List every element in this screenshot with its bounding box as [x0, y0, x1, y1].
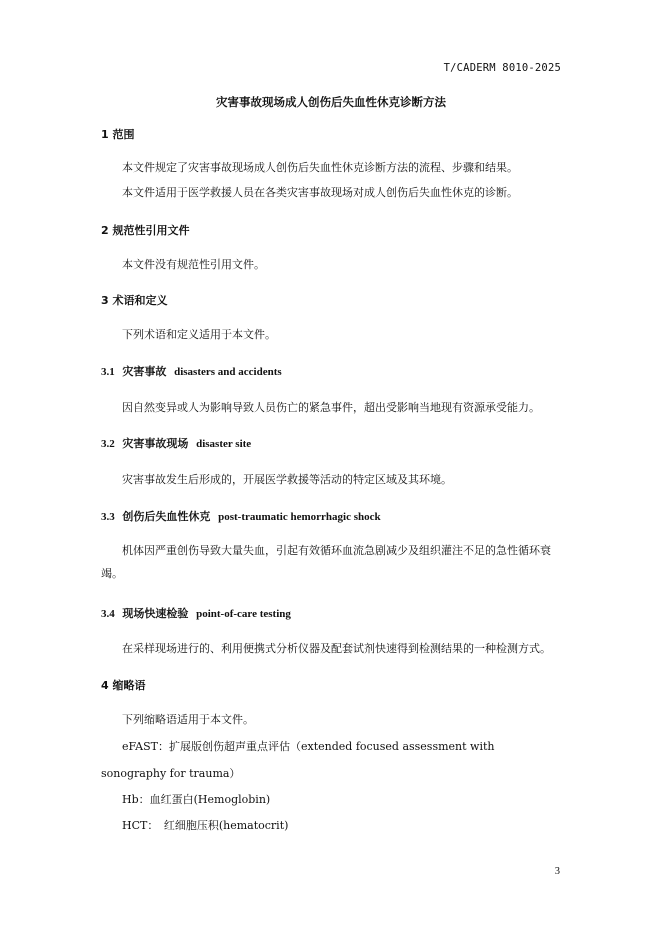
- term-number: 3.2: [101, 438, 115, 450]
- paragraph: 本文件规定了灾害事故现场成人创伤后失血性休克诊断方法的流程、步骤和结果。: [122, 161, 518, 174]
- paragraph: 下列缩略语适用于本文件。: [122, 713, 254, 726]
- term-zh: 创伤后失血性休克: [122, 510, 211, 523]
- term-zh: 现场快速检验: [122, 607, 189, 620]
- term-heading: [101, 508, 381, 524]
- term-en: disaster site: [196, 438, 252, 450]
- term-number: 3.1: [101, 366, 115, 378]
- document-title: 灾害事故现场成人创伤后失血性休克诊断方法: [216, 95, 446, 109]
- term-number: 3.4: [101, 608, 115, 620]
- section-heading-terms: 3 术语和定义: [101, 294, 168, 307]
- term-zh: 灾害事故现场: [122, 437, 189, 450]
- paragraph: 本文件适用于医学救援人员在各类灾害事故现场对成人创伤后失血性休克的诊断。: [122, 186, 518, 199]
- term-heading: [101, 435, 251, 451]
- abbreviation-entry: HCT： 红细胞压积(hematocrit): [122, 819, 289, 832]
- page-number: 3: [554, 866, 560, 877]
- term-zh: 灾害事故: [122, 365, 167, 378]
- term-definition: 灾害事故发生后形成的，开展医学救援等活动的特定区域及其环境。: [122, 473, 452, 486]
- standard-code: T/CADERM 8010-2025: [443, 62, 561, 74]
- paragraph: 下列术语和定义适用于本文件。: [122, 328, 276, 341]
- term-en: point-of-care testing: [196, 608, 291, 620]
- term-definition: 因自然变异或人为影响导致人员伤亡的紧急事件，超出受影响当地现有资源承受能力。: [122, 401, 540, 414]
- term-number: 3.3: [101, 511, 115, 523]
- term-en: disasters and accidents: [174, 366, 282, 378]
- term-heading: [101, 363, 282, 379]
- term-en: post-traumatic hemorrhagic shock: [218, 511, 381, 523]
- section-heading-scope: 1 范围: [101, 128, 135, 141]
- term-definition: 在采样现场进行的、利用便携式分析仪器及配套试剂快速得到检测结果的一种检测方式。: [122, 642, 551, 655]
- abbreviation-entry: eFAST：扩展版创伤超声重点评估（extended focused assessment with sonography for trauma）: [101, 740, 495, 780]
- abbreviation-entry: Hb：血红蛋白(Hemoglobin): [122, 793, 271, 806]
- section-heading-normative-references: 2 规范性引用文件: [101, 224, 190, 237]
- term-definition: 机体因严重创伤导致大量失血，引起有效循环血流急剧减少及组织灌注不足的急性循环衰竭。: [101, 544, 551, 580]
- paragraph: 本文件没有规范性引用文件。: [122, 258, 265, 271]
- section-heading-abbreviations: 4 缩略语: [101, 679, 146, 692]
- term-heading: [101, 605, 291, 621]
